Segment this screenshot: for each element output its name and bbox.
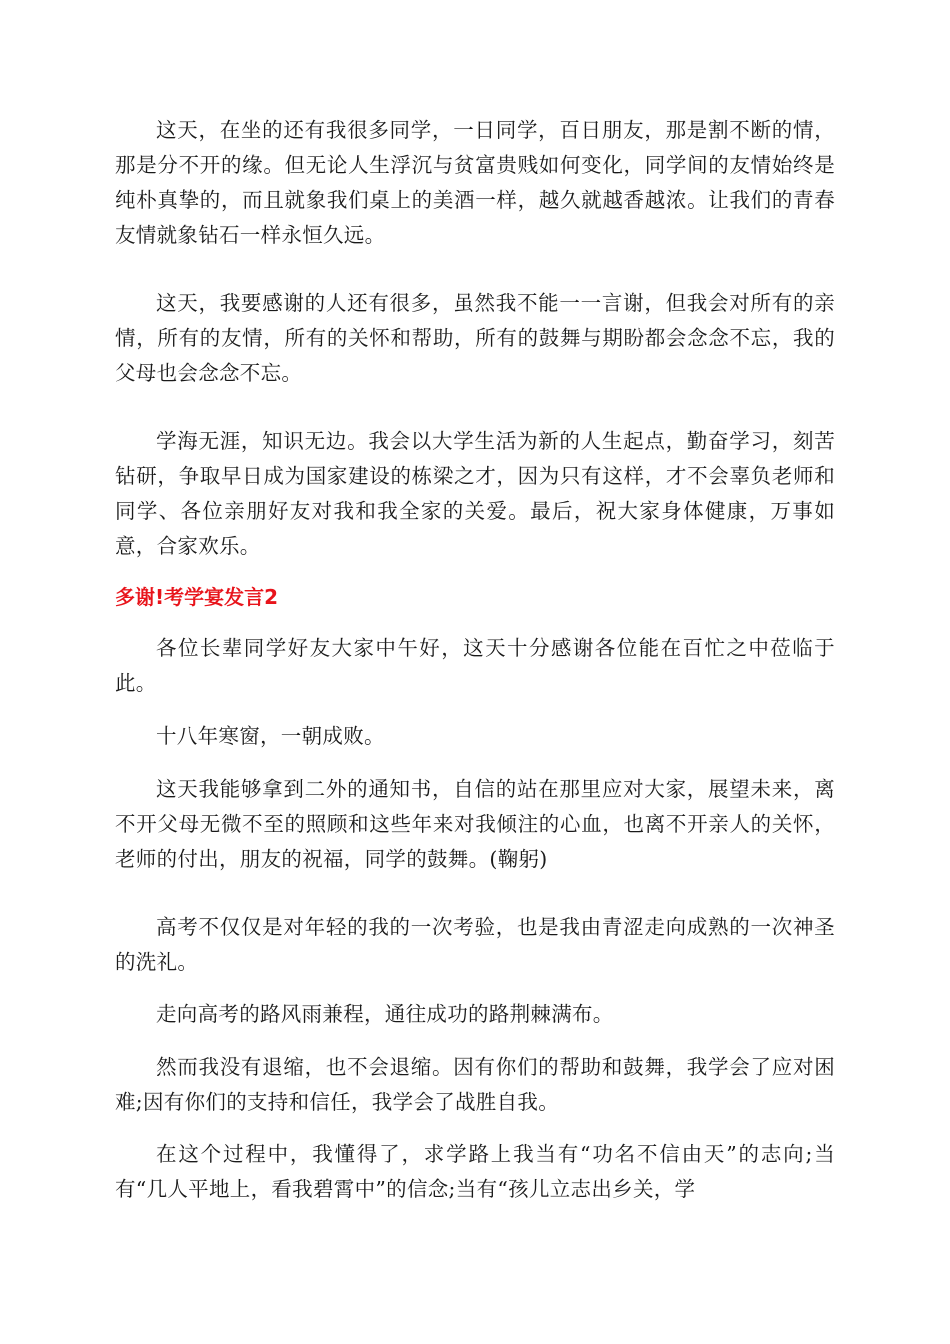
section-heading: 多谢!考学宴发言2 <box>115 585 279 609</box>
paragraph-greeting: 各位长辈同学好友大家中午好，这天十分感谢各位能在百忙之中莅临于此。 <box>115 636 835 695</box>
paragraph-exam-test: 高考不仅仅是对年轻的我的一次考验，也是我由青涩走向成熟的一次神圣的洗礼。 <box>115 915 835 974</box>
paragraph-road: 走向高考的路风雨兼程，通往成功的路荆棘满布。 <box>156 1002 614 1026</box>
paragraph-eighteen-years: 十八年寒窗，一朝成败。 <box>156 724 385 748</box>
paragraph-study-pledge: 学海无涯，知识无边。我会以大学生活为新的人生起点，勤奋学习，刻苦钻研，争取早日成为国家建设的栋梁之才，因为只有这样，才不会辜负老师和同学、各位亲朋好友对我和我全家的关爱。最后，祝大家身体健康，万事如意，合家欢乐。 <box>115 429 835 558</box>
paragraph-no-retreat: 然而我没有退缩，也不会退缩。因有你们的帮助和鼓舞，我学会了应对困难;因有你们的支持和信任，我学会了战胜自我。 <box>115 1055 835 1114</box>
paragraph-friendship: 这天，在坐的还有我很多同学，一日同学，百日朋友，那是割不断的情，那是分不开的缘。但无论人生浮沉与贫富贵贱如何变化，同学间的友情始终是纯朴真挚的，而且就象我们桌上的美酒一样，越久就越香越浓。让我们的青春友情就象钻石一样永恒久远。 <box>115 118 835 247</box>
paragraph-gratitude: 这天，我要感谢的人还有很多，虽然我不能一一言谢，但我会对所有的亲情，所有的友情，所有的关怀和帮助，所有的鼓舞与期盼都会念念不忘，我的父母也会念念不忘。 <box>115 291 835 385</box>
paragraph-admission: 这天我能够拿到二外的通知书，自信的站在那里应对大家，展望未来，离不开父母无微不至的照顾和这些年来对我倾注的心血，也离不开亲人的关怀，老师的付出，朋友的祝福，同学的鼓舞。(鞠躬) <box>115 777 835 871</box>
paragraph-aspiration: 在这个过程中，我懂得了，求学路上我当有“功名不信由天”的志向;当有“几人平地上，看我碧霄中”的信念;当有“孩儿立志出乡关，学 <box>115 1142 835 1201</box>
